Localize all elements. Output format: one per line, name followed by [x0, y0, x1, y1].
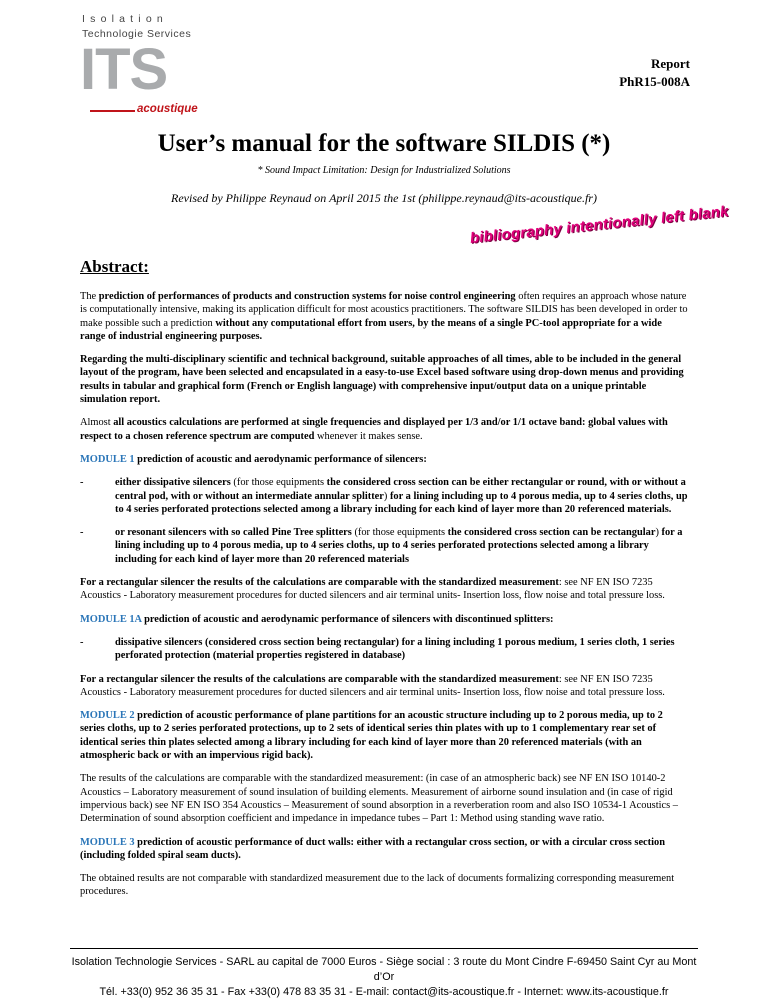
module-1-heading: MODULE 1 prediction of acoustic and aerodynamic performance of silencers:	[80, 453, 427, 465]
company-logo	[80, 10, 240, 120]
logo-red-line	[90, 110, 135, 112]
logo-line-isolation: Isolation	[82, 13, 168, 25]
revision-note: Revised by Philippe Reynaud on April 2015 the 1st (philippe.reynaud@its-acoustique.fr)	[171, 191, 597, 205]
module-1-label: MODULE 1	[80, 453, 135, 465]
module-2-label: MODULE 2	[80, 710, 135, 722]
module-1-item-dissipative: - either dissipative silencers (for those equipments the considered cross section can be either rectangular or round, with or without a central pod, with or without an intermediate annular splitter) for a lining including up to 4 porous media, up to 4 series cloths, up to 4 series perforated protections selected among a library including for each kind of layer more than 20 referenced materials.	[80, 477, 688, 515]
logo-line-technologie: Technologie Services	[82, 28, 192, 40]
document-subtitle: * Sound Impact Limitation: Design for Industrialized Solutions	[257, 165, 511, 176]
module-2-heading: MODULE 2 prediction of acoustic performance of plane partitions for an acoustic structure including up to 2 porous media, up to 2 series cloths, up to 2 series perforated protections, up to 2 sets of identical series thin plates with up to 1 complementary rear set of identical series thin plates selected among a library including for each kind of layer more than 20 referenced materials (with an atmospheric back or with an impervious rigid back).	[80, 710, 663, 762]
footer-contact-line: Tél. +33(0) 952 36 35 31 - Fax +33(0) 478 83 35 31 - E-mail: contact@its-acoustique.fr - Internet: www.its-acoustique.fr	[99, 986, 669, 998]
module-3-note: The obtained results are not comparable with standardized measurement due to the lack of documents formalizing corresponding measurement procedures.	[80, 873, 675, 898]
logo-tagline: acoustique	[137, 103, 198, 115]
abstract-body	[80, 290, 688, 909]
footer-company-line: Isolation Technologie Services - SARL au capital de 7000 Euros - Siège social : 3 route du Mont Cindre F-69450 Saint Cyr au Mont d’Or	[71, 956, 697, 983]
logo-its-mark: ITS	[80, 37, 168, 102]
paragraph-calculations: Almost all acoustics calculations are performed at single frequencies and displayed per 1/3 and/or 1/1 octave band: global values with respect to a chosen reference spectrum are computed whenever it makes sense.	[80, 417, 668, 442]
bibliography-stamp: bibliography intentionally left blank	[469, 202, 730, 247]
module-1-standard: For a rectangular silencer the results of the calculations are comparable with the standardized measurement: see NF EN ISO 7235 Acoustics - Laboratory measurement procedures for ducted silencers and air terminal units- Insertion loss, flow noise and total pressure loss.	[80, 577, 665, 602]
module-1a-standard: For a rectangular silencer the results of the calculations are comparable with the standardized measurement: see NF EN ISO 7235 Acoustics - Laboratory measurement procedures for ducted silencers and air terminal units- Insertion loss, flow noise and total pressure loss.	[80, 673, 665, 698]
module-1a-item: - dissipative silencers (considered cross section being rectangular) for a lining including 1 porous medium, 1 series cloth, 1 series perforated protection (material properties registered in database)	[80, 636, 675, 662]
report-label: Report	[651, 56, 690, 71]
report-reference	[619, 55, 690, 91]
module-1-item-resonant: - or resonant silencers with so called Pine Tree splitters (for those equipments the considered cross section can be rectangular) for a lining including up to 4 porous media, up to 4 series cloths, up to 4 series perforated protections selected among a library including for each kind of layer more than 20 referenced materials	[80, 527, 683, 565]
paragraph-intro: The prediction of performances of products and construction systems for noise control engineering often requires an approach whose nature is computationally intensive, making its application difficult for most acoustics practitioners. The software SILDIS has been developed in order to make possible such a prediction without any computational effort from users, by the means of a single PC-tool appropriate for a wide range of industrial engineering purposes.	[80, 291, 688, 342]
module-1a-label: MODULE 1A	[80, 613, 142, 625]
page-footer	[70, 948, 698, 1000]
document-title: User’s manual for the software SILDIS (*)	[157, 130, 611, 157]
paragraph-background: Regarding the multi-disciplinary scientific and technical background, suitable approaches of all times, able to be included in the general layout of the program, have been selected and encapsulated in a easy-to-use Excel based software using drop-down menus and providing results in tabular and graphical form (French or English language) with comprehensive input/output data on a unique printable simulation report.	[80, 354, 684, 406]
module-3-label: MODULE 3	[80, 836, 135, 848]
abstract-heading: Abstract:	[80, 257, 149, 276]
module-2-standard: The results of the calculations are comparable with the standardized measurement: (in case of an atmospheric back) see NF EN ISO 10140-2 Acoustics – Laboratory measurement of sound insulation of building elements. Measurement of airborne sound insulation and (in case of rigid impervious back) see NF EN ISO 354 Acoustics – Measurement of sound absorption in a reverberation room and also ISO 10534-1 Acoustics – Determination of sound absorption coefficient and impedance in impedance tubes – Part 1: Method using standing wave ratio.	[80, 773, 678, 825]
module-3-heading: MODULE 3 prediction of acoustic performance of duct walls: either with a rectangular cross section, or with a circular cross section (including folded spiral seam ducts).	[80, 836, 665, 861]
report-number: PhR15-008A	[619, 74, 690, 89]
module-1a-heading: MODULE 1A prediction of acoustic and aerodynamic performance of silencers with discontinued splitters:	[80, 613, 554, 625]
